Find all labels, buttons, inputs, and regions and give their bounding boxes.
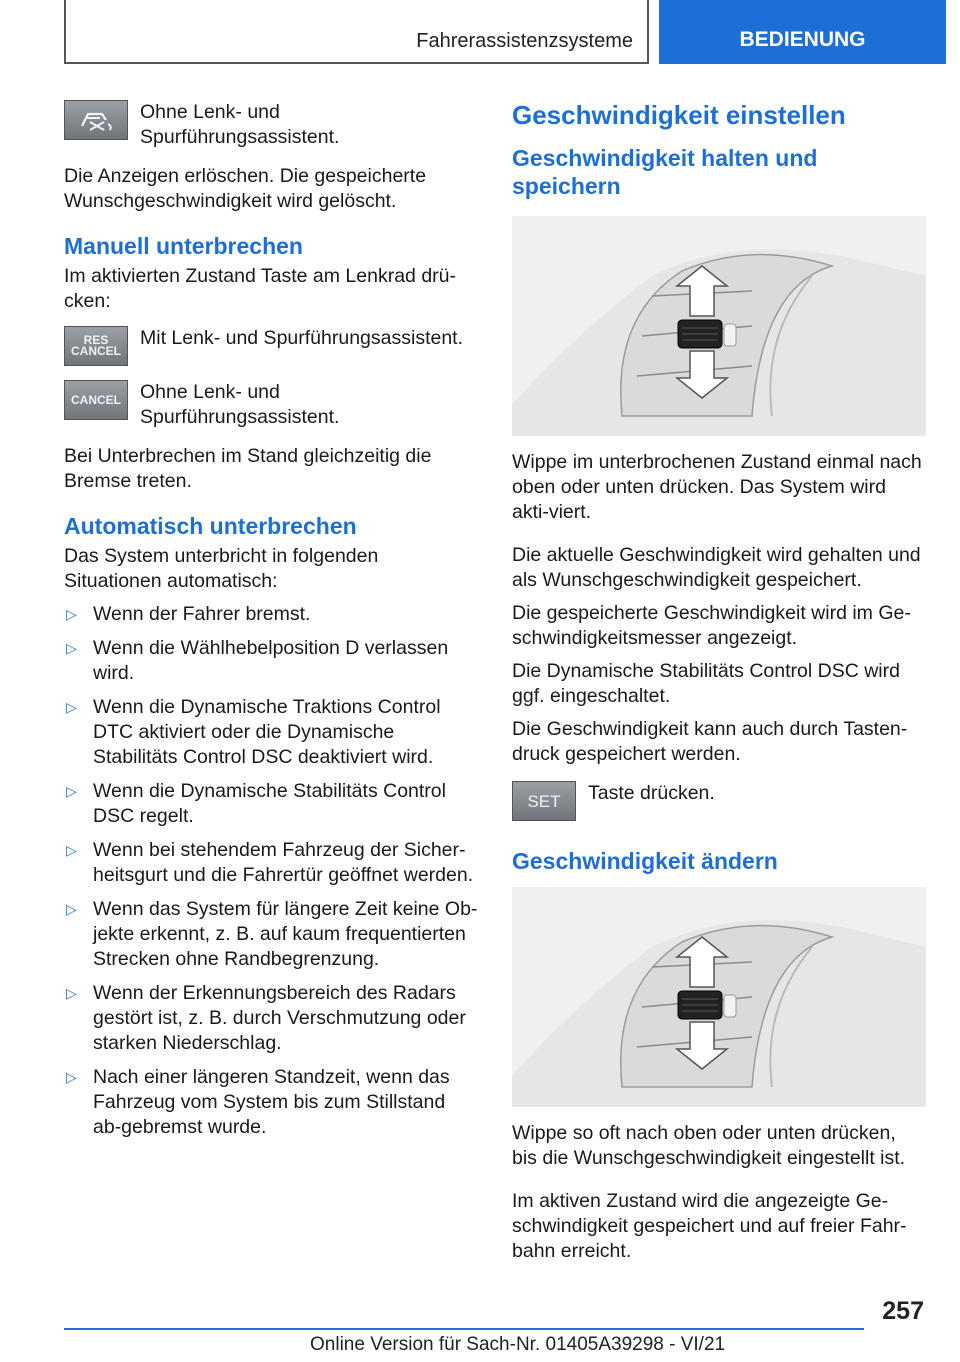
steering-assist-off-icon	[64, 100, 128, 140]
left-column	[64, 100, 478, 1149]
change-paragraph-1: Wippe so oft nach oben oder unten drücken, bis die Wunschgeschwindigkeit eingestellt ist.	[512, 1122, 906, 1169]
footer-text: Online Version für Sach-Nr. 01405A39298 - VI/21	[310, 1334, 726, 1355]
bullet-triangle-icon: ▷	[66, 606, 77, 622]
change-speed-heading: Geschwindigkeit ändern	[512, 848, 778, 874]
manual-interrupt-paragraph: Im aktivierten Zustand Taste am Lenkrad drü‐cken:	[64, 265, 456, 312]
cancel-button-icon	[64, 380, 128, 420]
change-paragraph-2: Im aktiven Zustand wird die angezeigte Ge‐schwindigkeit gespeichert und auf freier Fahr‐bahn erreicht.	[512, 1190, 907, 1262]
res-cancel-row	[64, 326, 478, 366]
auto-interrupt-heading: Automatisch unterbrechen	[64, 513, 357, 539]
intro-icon-row	[64, 100, 478, 150]
right-column	[512, 100, 926, 1276]
list-item: ▷ Wenn der Erkennungsbereich des Radars gestört ist, z. B. durch Verschmutzung oder starken Niederschlag.	[66, 982, 466, 1054]
list-item: ▷ Wenn die Dynamische Traktions Control DTC aktiviert oder die Dynamische Stabilitäts Control DSC deaktiviert wird.	[66, 696, 441, 768]
cancel-text: Ohne Lenk- und Spurführungsassistent.	[140, 381, 340, 428]
bullet-triangle-icon: ▷	[66, 901, 77, 917]
steering-wheel-rocker-illustration	[512, 216, 926, 436]
manual-interrupt-heading: Manuell unterbrechen	[64, 233, 303, 259]
cancel-row	[64, 380, 478, 430]
hold-speed-heading: Geschwindigkeit halten und speichern	[512, 145, 818, 199]
bullet-triangle-icon: ▷	[66, 783, 77, 799]
set-button-icon	[512, 781, 576, 821]
bullet-triangle-icon: ▷	[66, 699, 77, 715]
set-button-label: SET	[527, 791, 561, 811]
bullet-triangle-icon: ▷	[66, 985, 77, 1001]
standstill-paragraph: Bei Unterbrechen im Stand gleichzeitig die Bremse treten.	[64, 445, 432, 492]
footer-divider	[64, 1328, 864, 1330]
list-item: ▷ Wenn die Dynamische Stabilitäts Control DSC regelt.	[66, 780, 446, 827]
auto-interrupt-paragraph: Das System unterbricht in folgenden Situationen automatisch:	[64, 545, 379, 592]
list-item: ▷ Wenn die Wählhebelposition D verlassen wird.	[66, 637, 449, 684]
hold-paragraph-3: Die gespeicherte Geschwindigkeit wird im Ge‐schwindigkeitsmesser angezeigt.	[512, 602, 911, 649]
list-item: ▷ Wenn das System für längere Zeit keine Ob‐jekte erkennt, z. B. auf kaum frequentierten Strecken ohne Randbegrenzung.	[66, 898, 478, 970]
bullet-triangle-icon: ▷	[66, 842, 77, 858]
header-chapter-tab[interactable]	[659, 0, 946, 64]
bullet-triangle-icon: ▷	[66, 640, 77, 656]
list-item: ▷ Wenn der Fahrer bremst.	[66, 603, 311, 625]
list-item: ▷ Nach einer längeren Standzeit, wenn das Fahrzeug vom System bis zum Stillstand ab‐gebremst wurde.	[66, 1066, 450, 1138]
steering-wheel-rocker-image	[512, 216, 926, 436]
header-chapter-label: BEDIENUNG	[739, 28, 866, 51]
steering-wheel-rocker-illustration-2	[512, 887, 926, 1107]
auto-interrupt-list	[64, 602, 478, 1140]
hold-paragraph-4: Die Dynamische Stabilitäts Control DSC wird ggf. eingeschaltet.	[512, 660, 900, 707]
res-cancel-text: Mit Lenk- und Spurführungsassistent.	[140, 327, 464, 349]
steering-wheel-rocker-image-2	[512, 887, 926, 1107]
header-section-title: Fahrerassistenzsysteme	[416, 30, 633, 52]
set-row	[512, 781, 926, 821]
res-cancel-button-icon	[64, 326, 128, 366]
list-item: ▷ Wenn bei stehendem Fahrzeug der Sicher‐heitsgurt und die Fahrertür geöffnet werden.	[66, 839, 474, 886]
hold-paragraph-5: Die Geschwindigkeit kann auch durch Tasten‐druck gespeichert werden.	[512, 718, 908, 765]
cancel-label: CANCEL	[71, 344, 121, 358]
page-number: 257	[882, 1297, 924, 1325]
cancel-button-label: CANCEL	[71, 392, 121, 407]
bullet-triangle-icon: ▷	[66, 1069, 77, 1085]
header-section-box	[64, 0, 649, 64]
set-text: Taste drücken.	[588, 782, 715, 804]
res-label: RES	[83, 333, 109, 347]
set-speed-heading: Geschwindigkeit einstellen	[512, 100, 846, 130]
intro-paragraph: Die Anzeigen erlöschen. Die gespeicherte Wunschgeschwindigkeit wird gelöscht.	[64, 165, 427, 212]
hold-paragraph-2: Die aktuelle Geschwindigkeit wird gehalten und als Wunschgeschwindigkeit gespeichert.	[512, 544, 921, 591]
intro-icon-text: Ohne Lenk- und Spurführungsassistent.	[140, 101, 340, 148]
hold-paragraph-1: Wippe im unterbrochenen Zustand einmal nach oben oder unten drücken. Das System wird akti‐viert.	[512, 451, 922, 523]
